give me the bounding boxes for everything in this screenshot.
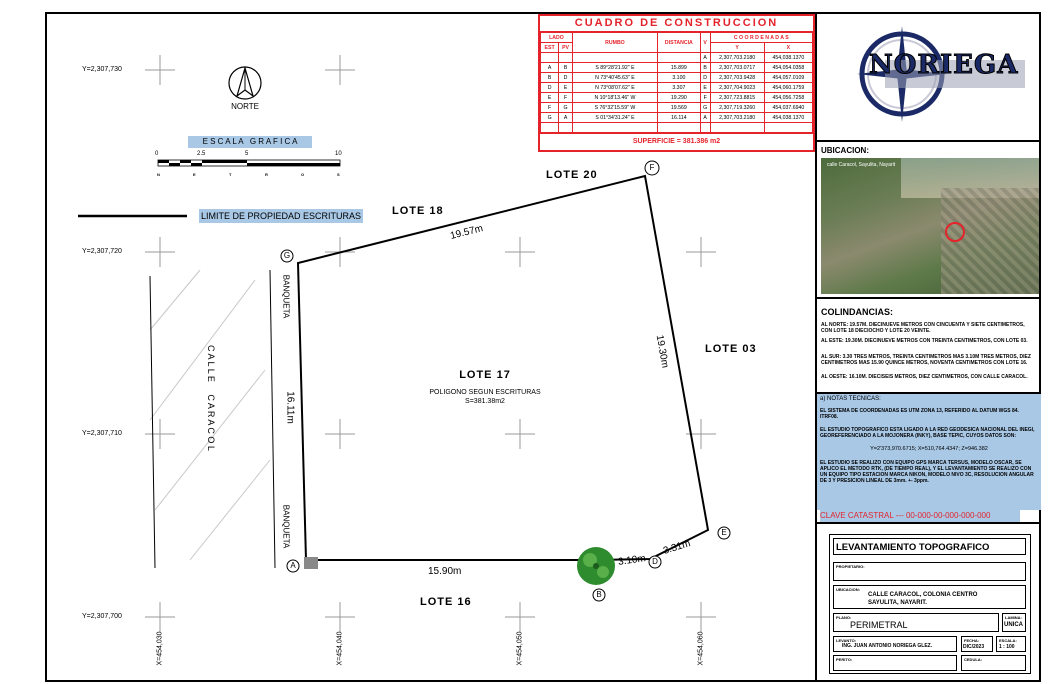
cell: 19.569 bbox=[657, 103, 700, 113]
cell: 2,307,703.0717 bbox=[710, 63, 764, 73]
dist-east: 19.30m bbox=[653, 334, 671, 369]
table-row bbox=[541, 93, 813, 103]
tree-icon bbox=[577, 547, 615, 585]
vertex-b: B bbox=[596, 590, 602, 599]
table-row bbox=[541, 63, 813, 73]
escala-tick-0: 0 bbox=[155, 151, 159, 157]
cell: 454,037.6940 bbox=[764, 103, 812, 113]
cell: A bbox=[559, 113, 573, 123]
north-label: NORTE bbox=[231, 102, 259, 111]
cell: A bbox=[700, 113, 710, 123]
colindancias-section bbox=[817, 299, 1041, 394]
cell: F bbox=[541, 103, 559, 113]
construction-table-grid bbox=[540, 32, 813, 133]
colindancia-oeste: AL OESTE: 16.10M. DIECISEIS METROS, DIEZ CENTIMETROS, CON CALLE CARACOL. bbox=[821, 374, 1028, 380]
construction-table bbox=[538, 14, 815, 152]
cell: 19.290 bbox=[657, 93, 700, 103]
scale-bar bbox=[158, 160, 340, 166]
escala-small-4: O bbox=[301, 172, 305, 177]
tb-ubicacion-value-2: SAYULITA, NAYARIT. bbox=[868, 600, 927, 606]
ubicacion-title: UBICACION: bbox=[821, 146, 869, 155]
table-row bbox=[541, 103, 813, 113]
tb-title: LEVANTAMIENTO TOPOGRAFICO bbox=[836, 542, 990, 553]
cell: B bbox=[559, 63, 573, 73]
cell: N 10°18'13.46" W bbox=[572, 93, 657, 103]
tb-propietario-label: PROPIETARIO: bbox=[836, 564, 865, 569]
escala-small-5: S bbox=[337, 172, 340, 177]
tb-ubicacion-label: UBICACION: bbox=[836, 587, 860, 592]
h-v: V bbox=[700, 33, 710, 53]
nota-1: EL SISTEMA DE COORDENADAS ES UTM ZONA 13, REFERIDO AL DATUM WGS 84. ITRF08. bbox=[820, 408, 1019, 420]
cell: D bbox=[700, 73, 710, 83]
clave-catastral: CLAVE CATASTRAL --- 00-000-00-000-000-000 bbox=[820, 510, 1020, 522]
logo-text: NORIEGA bbox=[869, 50, 1019, 80]
tb-plano-value: PERIMETRAL bbox=[850, 620, 908, 630]
x-label-4: X=454,060 bbox=[697, 631, 705, 666]
right-panel bbox=[815, 12, 1041, 682]
cell: 454,060.1759 bbox=[764, 83, 812, 93]
location-marker-icon bbox=[945, 222, 965, 242]
cell: E bbox=[700, 83, 710, 93]
notas-title: a) NOTAS TECNICAS: bbox=[817, 394, 1041, 404]
nota-2: EL ESTUDIO TOPOGRAFICO ESTA LIGADO A LA RED GEODESICA NACIONAL DEL INEGI, GEOREFERENCIADO A LA MOJONERA (INKY), BASE TEPIC, CUYOS DATOS SON: bbox=[820, 427, 1035, 439]
tb-levanto-label: LEVANTO: bbox=[836, 638, 857, 643]
h-coord: C O O R D E N A D A S bbox=[710, 33, 812, 43]
ubicacion-section bbox=[817, 142, 1041, 299]
escala-small-3: R bbox=[265, 172, 268, 177]
tb-escala-value: 1 : 100 bbox=[999, 644, 1015, 650]
dist-bd: 3.10m bbox=[617, 553, 647, 568]
table-row bbox=[541, 83, 813, 93]
logo-section bbox=[817, 12, 1041, 142]
vertex-g: G bbox=[283, 251, 291, 260]
tb-levanto bbox=[833, 636, 957, 652]
colindancia-sur: AL SUR: 3.30 TRES METROS, TREINTA CENTIMETROS MAS 3.10M TRES METROS, DIEZ CENTIMETROS MAS 15.90 QUINCE METROS, NOVENTA CENTIMETROS CON LOTE 16. bbox=[821, 354, 1031, 366]
lote-18-label: LOTE 18 bbox=[392, 205, 444, 217]
vertex-a: A bbox=[290, 561, 296, 570]
lote-20-label: LOTE 20 bbox=[546, 169, 598, 181]
nota-3: EL ESTUDIO SE REALIZO CON EQUIPO GPS MARCA TERSUS, MODELO OSCAR, SE APLICO EL METODO RTK, (DE TIEMPO REAL), Y EL LEVANTAMIENTO SE REALIZO CON UN EQUIPO TIPO ESTACION MARCA NIKON, MODELO NIVO 3C, RESOLUCION ANGULAR DE 3 Y PRESICION LINEAL DE 3mm. +- 3ppm. bbox=[820, 460, 1034, 484]
x-label-3: X=454,050 bbox=[516, 631, 524, 666]
table-row bbox=[541, 113, 813, 123]
colindancia-norte: AL NORTE: 19.57M. DIECINUEVE METROS CON CINCUENTA Y SIETE CENTIMETROS, CON LOTE 18 DIECIOCHO Y LOTE 20 VEINTE. bbox=[821, 322, 1025, 334]
cell: S 01°34'31.24" E bbox=[572, 113, 657, 123]
cell: 3.307 bbox=[657, 83, 700, 93]
nota-coords: Y=2'373,970.6715; X=510,764.4347; Z=946.382 bbox=[870, 446, 988, 452]
calle-caracol-label: C A L L E C A R A C O L bbox=[206, 345, 216, 451]
banqueta-label-bottom: BANQUETA bbox=[281, 504, 291, 549]
lote-17-label: LOTE 17 bbox=[459, 369, 511, 381]
dist-north: 19.57m bbox=[449, 223, 485, 242]
corner-marker bbox=[304, 557, 318, 569]
tb-levanto-value: ING. JUAN ANTONIO NORIEGA GLEZ. bbox=[842, 643, 933, 649]
cell: S 76°32'15.59" W bbox=[572, 103, 657, 113]
tb-lamina bbox=[1002, 613, 1026, 632]
escala-tick-2: 5 bbox=[245, 151, 249, 157]
cell: G bbox=[700, 103, 710, 113]
lote-16-label: LOTE 16 bbox=[420, 596, 472, 608]
tb-cedula-label: CEDULA: bbox=[964, 657, 982, 662]
poligono-label: POLIGONO SEGUN ESCRITURAS bbox=[429, 389, 541, 396]
cell: G bbox=[559, 103, 573, 113]
cell: N 73°40'45.63" E bbox=[572, 73, 657, 83]
cell: 454,054.0358 bbox=[764, 63, 812, 73]
cell: S 89°28'21.92" E bbox=[572, 63, 657, 73]
h-rumbo: RUMBO bbox=[572, 33, 657, 53]
tb-fecha-label: FECHA: bbox=[964, 638, 980, 643]
cell: A bbox=[541, 63, 559, 73]
escala-small-0: N bbox=[157, 172, 160, 177]
cell: 3.100 bbox=[657, 73, 700, 83]
cell: 454,038.1370 bbox=[764, 53, 812, 63]
cell: E bbox=[559, 83, 573, 93]
tb-perito bbox=[833, 655, 957, 671]
cell: 2,307,719.3260 bbox=[710, 103, 764, 113]
cell: D bbox=[541, 83, 559, 93]
cell: 454,038.1370 bbox=[764, 113, 812, 123]
cell: 454,056.7258 bbox=[764, 93, 812, 103]
tb-fecha bbox=[961, 636, 993, 652]
cell: B bbox=[541, 73, 559, 83]
cell: 15.899 bbox=[657, 63, 700, 73]
cell: G bbox=[541, 113, 559, 123]
table-row bbox=[541, 73, 813, 83]
tb-cedula bbox=[961, 655, 1026, 671]
cell: 2,307,703.2180 bbox=[710, 53, 764, 63]
cell: E bbox=[541, 93, 559, 103]
limite-legend-label: LIMITE DE PROPIEDAD ESCRITURAS bbox=[201, 211, 362, 221]
tb-plano-label: PLANO: bbox=[836, 615, 852, 620]
tb-lamina-label: LAMINA: bbox=[1005, 615, 1022, 620]
notas-section bbox=[817, 394, 1041, 524]
x-label-2: X=454,040 bbox=[336, 631, 344, 666]
dist-west: 16.11m bbox=[284, 391, 296, 424]
cell: F bbox=[559, 93, 573, 103]
escala-small-2: T bbox=[229, 172, 232, 177]
banqueta-label-top: BANQUETA bbox=[281, 274, 291, 319]
escala-title: E S C A L A G R A F I C A bbox=[188, 136, 312, 148]
cell: 2,307,703.2180 bbox=[710, 113, 764, 123]
tb-perito-label: PERITO: bbox=[836, 657, 853, 662]
cell: D bbox=[559, 73, 573, 83]
tb-plano bbox=[833, 613, 999, 632]
dist-de: 3.31m bbox=[661, 538, 692, 557]
title-block bbox=[829, 534, 1031, 674]
tb-fecha-value: DIC/2023 bbox=[963, 644, 985, 650]
h-dist: DISTANCIA bbox=[657, 33, 700, 53]
cell: F bbox=[700, 93, 710, 103]
h-x: X bbox=[764, 43, 812, 53]
h-y: Y bbox=[710, 43, 764, 53]
tb-title-box bbox=[833, 538, 1026, 555]
street-edge-west bbox=[150, 276, 155, 568]
tb-lamina-value: UNICA bbox=[1004, 622, 1023, 628]
sidewalk-edge bbox=[270, 270, 275, 568]
y-label-2: Y=2,307,720 bbox=[82, 248, 122, 255]
aerial-map bbox=[821, 158, 1039, 294]
h-est: EST bbox=[541, 43, 559, 53]
area-label: S=381.38m2 bbox=[465, 398, 505, 405]
cell: 454,057.0109 bbox=[764, 73, 812, 83]
cell: 16.114 bbox=[657, 113, 700, 123]
tb-ubicacion bbox=[833, 585, 1026, 609]
map-label: calle Caracol, Sayulita, Nayarit bbox=[827, 162, 896, 168]
h-pv: PV bbox=[559, 43, 573, 53]
y-label-3: Y=2,307,710 bbox=[82, 430, 122, 437]
superficie-label: SUPERFICIE = 381.386 m2 bbox=[540, 132, 813, 150]
tb-escala bbox=[996, 636, 1026, 652]
table-row bbox=[541, 53, 813, 63]
cell: B bbox=[700, 63, 710, 73]
h-lado: LADO bbox=[541, 33, 573, 43]
cell: 2,307,703.9428 bbox=[710, 73, 764, 83]
tb-propietario bbox=[833, 562, 1026, 581]
dist-south: 15.90m bbox=[428, 566, 462, 577]
lote-03-label: LOTE 03 bbox=[705, 343, 757, 355]
tb-escala-label: ESCALA: bbox=[999, 638, 1017, 643]
escala-tick-1: 2.5 bbox=[197, 151, 206, 157]
cell: A bbox=[700, 53, 710, 63]
x-label-1: X=454,030 bbox=[156, 631, 164, 666]
vertex-f: F bbox=[649, 163, 655, 172]
vertex-e: E bbox=[721, 528, 727, 537]
escala-small-1: E bbox=[193, 172, 196, 177]
vertex-d: D bbox=[652, 557, 658, 566]
construction-table-title: CUADRO DE CONSTRUCCION bbox=[540, 16, 813, 32]
cell: N 73°08'07.62" E bbox=[572, 83, 657, 93]
y-label-1: Y=2,307,730 bbox=[82, 66, 122, 73]
colindancias-title: COLINDANCIAS: bbox=[821, 307, 893, 317]
cell: 2,307,723.8815 bbox=[710, 93, 764, 103]
y-label-4: Y=2,307,700 bbox=[82, 613, 122, 620]
colindancia-este: AL ESTE: 19.30M. DIECINUEVE METROS CON TREINTA CENTIMETROS, CON LOTE 03. bbox=[821, 338, 1028, 344]
cell: 2,307,704.9023 bbox=[710, 83, 764, 93]
north-arrow bbox=[229, 67, 261, 99]
lot-polygon bbox=[298, 176, 708, 560]
tb-ubicacion-value-1: CALLE CARACOL, COLONIA CENTRO bbox=[868, 592, 978, 598]
escala-tick-3: 10 bbox=[335, 151, 342, 157]
